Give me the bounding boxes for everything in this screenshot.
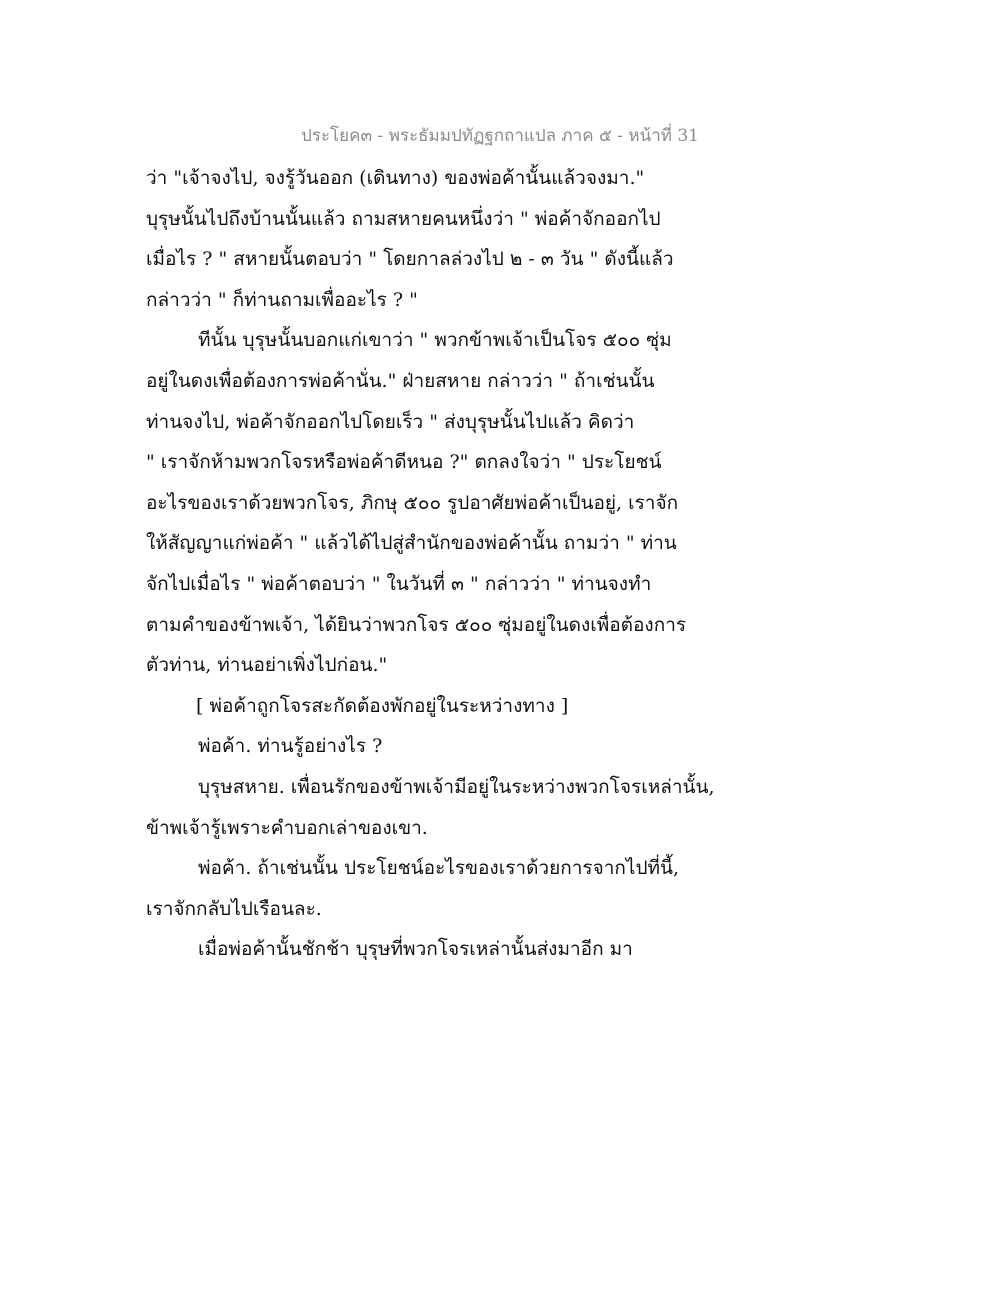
text-line: ท่านจงไป, พ่อค้าจักออกไปโดยเร็ว " ส่งบุรุษนั้นไปแล้ว คิดว่า: [146, 410, 635, 433]
text-line: ข้าพเจ้ารู้เพราะคำบอกเล่าของเขา.: [146, 816, 428, 839]
section-heading: [ พ่อค้าถูกโจรสะกัดต้องพักอยู่ในระหว่างทาง ]: [196, 694, 569, 717]
text-line: ตามคำของข้าพเจ้า, ได้ยินว่าพวกโจร ๕๐๐ ซุ่มอยู่ในดงเพื่อต้องการ: [146, 613, 687, 636]
text-line: เราจักกลับไปเรือนละ.: [146, 897, 322, 920]
text-line: ว่า "เจ้าจงไป, จงรู้วันออก (เดินทาง) ของพ่อค้านั้นแล้วจงมา.": [146, 167, 645, 189]
text-line: ให้สัญญาแก่พ่อค้า " แล้วได้ไปสู่สำนักของพ่อค้านั้น ถามว่า " ท่าน: [146, 532, 677, 555]
dialogue-line: พ่อค้า. ถ้าเช่นนั้น ประโยชน์อะไรของเราด้วยการจากไปที่นี้,: [198, 857, 680, 880]
text-line: เมื่อพ่อค้านั้นชักช้า บุรุษที่พวกโจรเหล่านั้นส่งมาอีก มา: [198, 938, 633, 961]
text-line: กล่าวว่า " ก็ท่านถามเพื่ออะไร ? ": [146, 288, 418, 311]
body-text: [146, 158, 716, 970]
text-line: เมื่อไร ? " สหายนั้นตอบว่า " โดยกาลล่วงไป ๒ - ๓ วัน " ดังนี้แล้ว: [146, 248, 674, 271]
text-line: บุรุษนั้นไปถึงบ้านนั้นแล้ว ถามสหายคนหนึ่งว่า " พ่อค้าจักออกไป: [146, 207, 661, 230]
text-line: อะไรของเราด้วยพวกโจร, ภิกษุ ๕๐๐ รูปอาศัยพ่อค้าเป็นอยู่, เราจัก: [146, 491, 679, 514]
dialogue-line: บุรุษสหาย. เพื่อนรักของข้าพเจ้ามีอยู่ในระหว่างพวกโจรเหล่านั้น,: [198, 775, 715, 798]
text-line: ตัวท่าน, ท่านอย่าเพิ่งไปก่อน.": [146, 654, 388, 677]
text-line: อยู่ในดงเพื่อต้องการพ่อค้านั่น." ฝ่ายสหาย กล่าวว่า " ถ้าเช่นนั้น: [146, 369, 655, 392]
page-header: ประโยค๓ - พระธัมมปทัฏฐกถาแปล ภาค ๕ - หน้าที่ 31: [301, 126, 699, 146]
text-line: จักไปเมื่อไร " พ่อค้าตอบว่า " ในวันที่ ๓ " กล่าวว่า " ท่านจงทำ: [146, 572, 652, 595]
text-line: ทีนั้น บุรุษนั้นบอกแก่เขาว่า " พวกข้าพเจ้าเป็นโจร ๕๐๐ ซุ่ม: [198, 329, 672, 352]
dialogue-line: พ่อค้า. ท่านรู้อย่างไร ?: [198, 735, 383, 758]
text-line: " เราจักห้ามพวกโจรหรือพ่อค้าดีหนอ ?" ตกลงใจว่า " ประโยชน์: [146, 451, 662, 474]
